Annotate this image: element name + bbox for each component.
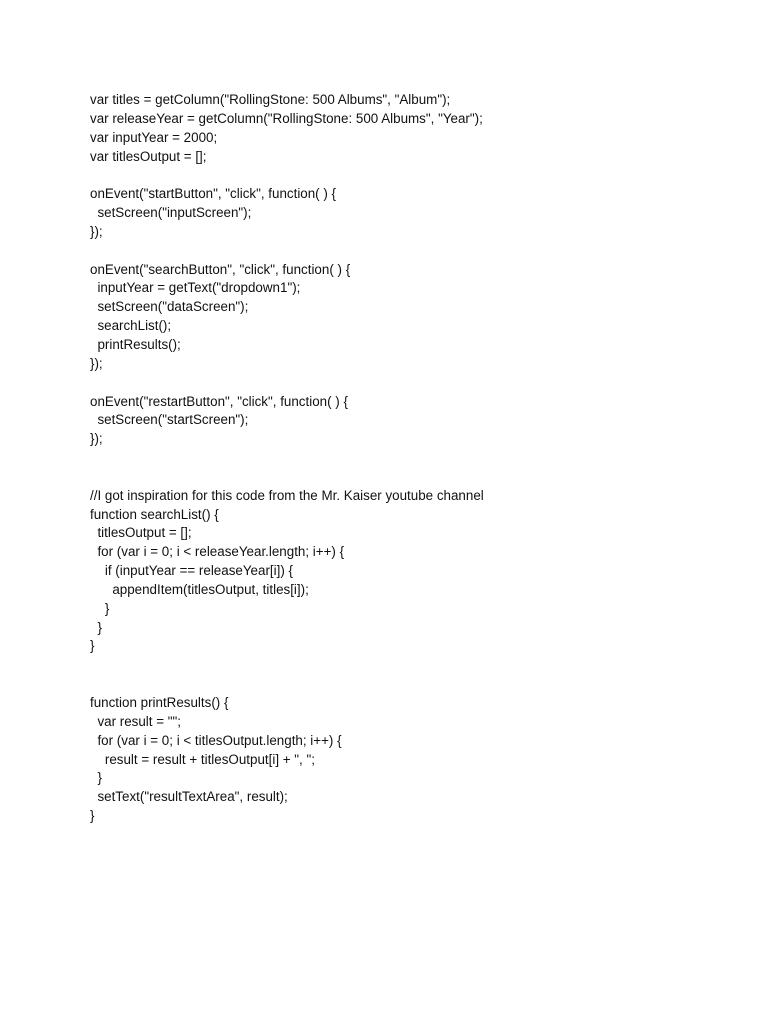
code-line: } xyxy=(90,638,95,654)
code-line: } xyxy=(90,619,102,635)
code-line: function printResults() { xyxy=(90,695,229,710)
code-line: }); xyxy=(90,431,103,447)
code-line: function searchList() { xyxy=(90,506,219,522)
code-line: searchList(); xyxy=(90,318,172,334)
code-line: result = result + titlesOutput[i] + ", "; xyxy=(90,751,315,767)
code-line: printResults(); xyxy=(90,336,181,352)
code-line: setScreen("dataScreen"); xyxy=(90,299,249,315)
code-line: } xyxy=(90,600,110,616)
code-line: }); xyxy=(90,223,103,239)
blank-line xyxy=(90,675,730,694)
code-line: for (var i = 0; i < titlesOutput.length; i++) { xyxy=(90,732,342,748)
code-line: onEvent("restartButton", "click", function( ) { xyxy=(90,393,348,409)
code-line: } xyxy=(90,808,95,824)
blank-line xyxy=(90,374,730,393)
code-line: }); xyxy=(90,355,103,371)
code-line: onEvent("searchButton", "click", function( ) { xyxy=(90,261,351,277)
code-line: inputYear = getText("dropdown1"); xyxy=(90,280,301,296)
code-line: appendItem(titlesOutput, titles[i]); xyxy=(90,581,309,597)
code-line: } xyxy=(90,770,102,786)
blank-line xyxy=(90,656,730,675)
blank-line xyxy=(90,242,730,261)
code-line: setScreen("startScreen"); xyxy=(90,412,249,428)
code-line: onEvent("startButton", "click", function( ) { xyxy=(90,186,337,202)
code-line: var releaseYear = getColumn("RollingStone: 500 Albums", "Year"); xyxy=(90,110,483,126)
blank-line xyxy=(90,449,730,468)
code-line: //I got inspiration for this code from the Mr. Kaiser youtube channel xyxy=(90,487,484,503)
code-line: setText("resultTextArea", result); xyxy=(90,789,288,805)
code-block xyxy=(90,91,730,826)
code-line: var titles = getColumn("RollingStone: 500 Albums", "Album"); xyxy=(90,92,451,107)
blank-line xyxy=(90,166,730,185)
code-line: for (var i = 0; i < releaseYear.length; i++) { xyxy=(90,544,345,560)
code-line: setScreen("inputScreen"); xyxy=(90,205,252,221)
blank-line xyxy=(90,468,730,487)
code-line: var result = ""; xyxy=(90,713,181,729)
code-line: if (inputYear == releaseYear[i]) { xyxy=(90,563,293,579)
code-line: var inputYear = 2000; xyxy=(90,129,218,145)
code-line: var titlesOutput = []; xyxy=(90,148,207,164)
code-line: titlesOutput = []; xyxy=(90,525,192,541)
